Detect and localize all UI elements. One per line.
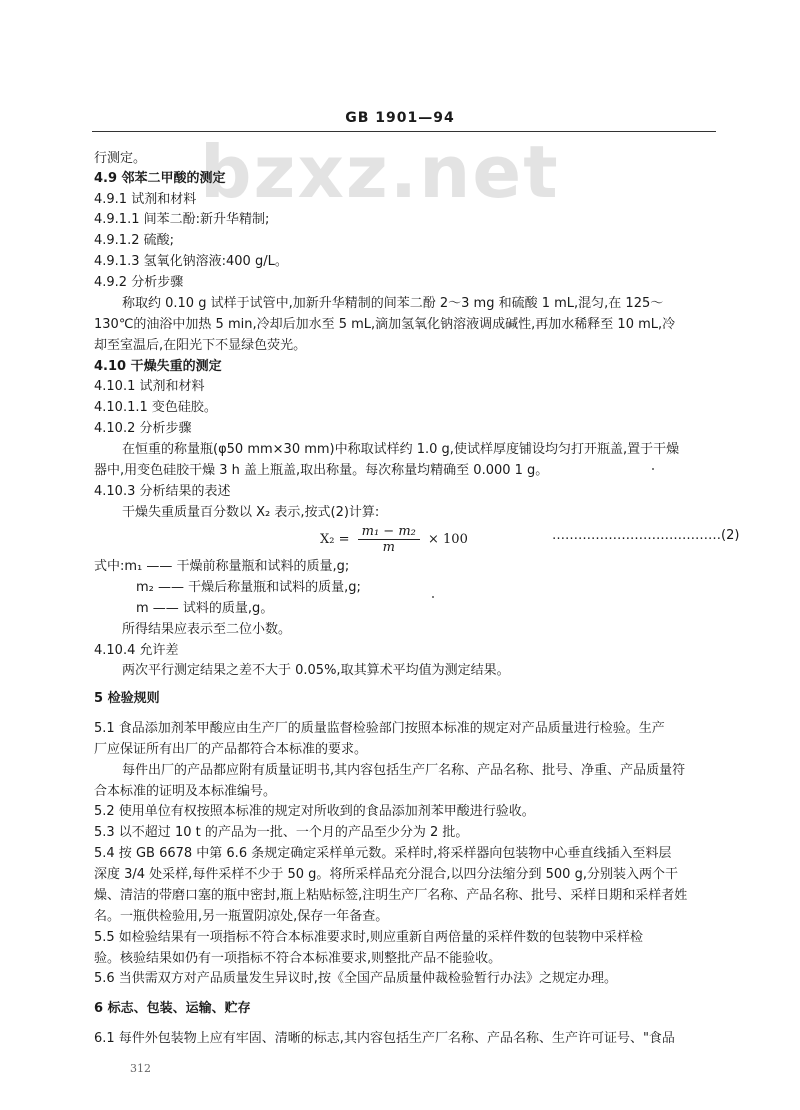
section-heading: 5 检验规则: [94, 691, 160, 706]
section-heading: 4.9 邻苯二甲酸的测定: [94, 171, 226, 186]
text-line: m₂ —— 干燥后称量瓶和试料的质量,g;: [136, 580, 361, 595]
text-line: 式中:m₁ —— 干燥前称量瓶和试料的质量,g;: [94, 559, 350, 574]
text-line: 4.9.1.2 硫酸;: [94, 233, 174, 248]
text-line: 4.10.4 允许差: [94, 643, 179, 658]
text-line: 却至室温后,在阳光下不显绿色荧光。: [94, 338, 307, 353]
text-line: 燥、清洁的带磨口塞的瓶中密封,瓶上粘贴标签,注明生产厂名称、产品名称、批号、采样日期和采样者姓: [94, 888, 688, 903]
section-heading: 4.10 干燥失重的测定: [94, 359, 222, 374]
text-line: 6.1 每件外包装物上应有牢固、清晰的标志,其内容包括生产厂名称、产品名称、生产许可证号、"食品: [94, 1031, 675, 1046]
scan-speck: [652, 468, 654, 470]
header-rule: [92, 131, 716, 132]
page-number: 312: [130, 1062, 151, 1075]
text-line: 4.10.2 分析步骤: [94, 421, 192, 436]
formula-denominator: m: [382, 540, 395, 555]
watermark: bzxz.net: [200, 130, 560, 214]
text-line: 5.3 以不超过 10 t 的产品为一批、一个月的产品至少分为 2 批。: [94, 825, 469, 840]
formula-fraction: [358, 524, 420, 555]
formula-numerator: m₁ − m₂: [358, 524, 420, 540]
equation-number: …………………………………(2): [552, 528, 740, 543]
text-line: 所得结果应表示至二位小数。: [122, 622, 292, 637]
text-line: 干燥失重质量百分数以 X₂ 表示,按式(2)计算:: [122, 505, 380, 520]
text-line: 4.10.1 试剂和材料: [94, 379, 205, 394]
text-line: 器中,用变色硅胶干燥 3 h 盖上瓶盖,取出称量。每次称量均精确至 0.000 1 g。: [94, 463, 549, 478]
text-line: 5.5 如检验结果有一项指标不符合本标准要求时,则应重新自两倍量的采样件数的包装物中采样检: [94, 930, 643, 945]
standard-number-header: GB 1901—94: [345, 110, 455, 126]
text-line: 5.2 使用单位有权按照本标准的规定对所收到的食品添加剂苯甲酸进行验收。: [94, 804, 535, 819]
text-line: 5.4 按 GB 6678 中第 6.6 条规定确定采样单元数。采样时,将采样器向包装物中心垂直线插入至料层: [94, 846, 672, 861]
text-line: 4.9.1.1 间苯二酚:新升华精制;: [94, 212, 270, 227]
text-line: 4.9.1.3 氢氧化钠溶液:400 g/L。: [94, 254, 288, 269]
scan-speck: [432, 596, 434, 598]
text-line: 5.1 食品添加剂苯甲酸应由生产厂的质量监督检验部门按照本标准的规定对产品质量进行检验。生产: [94, 721, 665, 736]
formula-rhs: × 100: [428, 532, 468, 547]
text-line: 5.6 当供需双方对产品质量发生异议时,按《全国产品质量仲裁检验暂行办法》之规定办理。: [94, 971, 617, 986]
text-line: 4.10.3 分析结果的表述: [94, 484, 231, 499]
formula-2: [320, 524, 468, 555]
formula-lhs: X₂ =: [320, 532, 350, 547]
text-line: 行测定。: [94, 151, 147, 166]
text-line: 深度 3/4 处采样,每件采样不少于 50 g。将所采样品充分混合,以四分法缩分到 500 g,分别装入两个干: [94, 867, 678, 882]
text-line: 在恒重的称量瓶(φ50 mm×30 mm)中称取试样约 1.0 g,使试样厚度铺设均匀打开瓶盖,置于干燥: [122, 442, 680, 457]
text-line: 每件出厂的产品都应附有质量证明书,其内容包括生产厂名称、产品名称、批号、净重、产品质量符: [122, 763, 686, 778]
text-line: 130℃的油浴中加热 5 min,冷却后加水至 5 mL,滴加氢氧化钠溶液调成碱性,再加水稀释至 10 mL,冷: [94, 317, 676, 332]
text-line: 名。一瓶供检验用,另一瓶置阴凉处,保存一年备查。: [94, 909, 389, 924]
text-line: 4.10.1.1 变色硅胶。: [94, 400, 217, 415]
text-line: 4.9.2 分析步骤: [94, 275, 184, 290]
text-line: 两次平行测定结果之差不大于 0.05%,取其算术平均值为测定结果。: [122, 663, 510, 678]
text-line: m —— 试料的质量,g。: [136, 601, 274, 616]
text-line: 验。核验结果如仍有一项指标不符合本标准要求,则整批产品不能验收。: [94, 951, 502, 966]
section-heading: 6 标志、包装、运输、贮存: [94, 1001, 251, 1016]
text-line: 厂应保证所有出厂的产品都符合本标准的要求。: [94, 742, 368, 757]
text-line: 合本标准的证明及本标准编号。: [94, 784, 277, 799]
text-line: 称取约 0.10 g 试样于试管中,加新升华精制的间苯二酚 2～3 mg 和硫酸 1 mL,混匀,在 125～: [122, 296, 664, 311]
text-line: 4.9.1 试剂和材料: [94, 192, 197, 207]
